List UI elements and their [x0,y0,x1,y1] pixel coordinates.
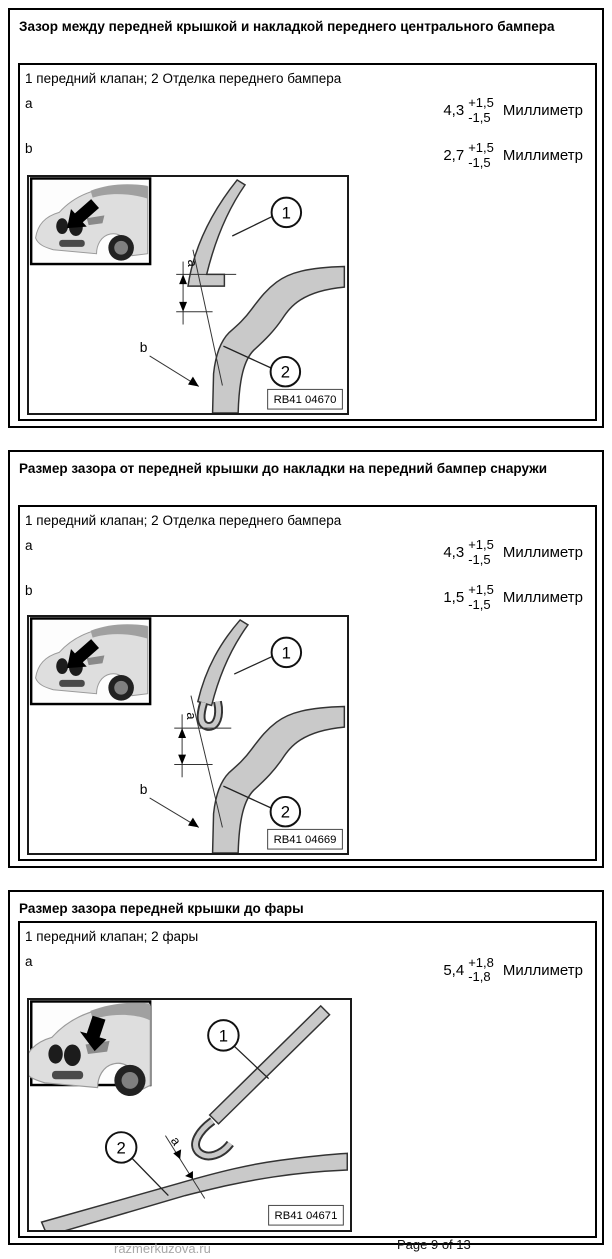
grille [56,658,68,674]
callout-1-number: 1 [281,203,291,223]
dim-arrowhead [178,728,186,738]
tolerance-plus: +1,8 [468,954,494,970]
dim-a-label: a [167,1133,185,1149]
dimension-value [443,96,583,125]
table-row [20,945,595,993]
dimension-value [443,956,583,985]
unit-label: Миллиметр [502,589,583,606]
car-location-inset [31,178,150,264]
tolerance-minus: -1,5 [468,596,491,612]
tolerance [468,141,494,170]
dim-b-label: b [139,340,148,356]
table-row [20,87,595,132]
spec-section-hood-to-headlight [8,890,604,1245]
tolerance-minus: -1,5 [468,551,491,567]
dim-a-label: a [185,259,201,267]
tolerance-minus: -1,8 [468,969,491,984]
grille [64,1044,81,1066]
legend-row: 1 передний клапан; 2 Отделка переднего бампера [25,513,342,528]
dim-arrowhead [188,377,199,387]
dimension-value [443,583,583,612]
section-title: Размер зазора от передней крышки до накладки на передний бампер снаружи [19,461,548,476]
callout-2-number: 2 [280,802,290,822]
gap-cross-section-drawing [29,1000,350,1230]
tolerance-plus: +1,5 [468,95,494,110]
callout-1-number: 1 [281,643,291,663]
unit-label: Миллиметр [502,961,583,979]
gap-cross-section-drawing [29,177,347,413]
car-location-inset [31,618,150,704]
figure-caption: RB41 04669 [273,834,337,847]
figure-caption: RB41 04671 [274,1210,338,1223]
hood-panel-shape [198,620,248,706]
tolerance-plus: +1,5 [468,140,494,155]
table-row [20,574,595,619]
dim-arrowhead [185,1171,193,1179]
legend-row: 1 передний клапан; 2 фары [25,929,199,944]
callout-2-number: 2 [280,362,290,382]
car-location-inset [29,1001,150,1096]
technical-diagram [27,175,349,415]
hood-panel-shape [188,180,245,286]
table-row [20,529,595,574]
dim-a-label: a [184,712,200,720]
dimension-label: b [25,583,33,598]
nominal-value: 1,5 [443,589,465,606]
nominal-value: 4,3 [443,544,465,561]
spec-table [18,921,597,1238]
spec-section-bumper-trim-outside [8,450,604,868]
unit-label: Миллиметр [502,102,583,119]
grille [48,1044,62,1063]
dimension-label: a [25,954,33,969]
tolerance-plus: +1,5 [468,537,494,552]
dimension-label: a [25,96,33,111]
dim-arrowhead [179,274,187,284]
callout-2-number: 2 [116,1138,126,1158]
callout-1-number: 1 [218,1026,229,1046]
figure-caption: RB41 04670 [273,394,337,407]
nominal-value: 5,4 [443,961,465,979]
dim-b-label: b [139,782,148,797]
tolerance [468,583,494,612]
tolerance-minus: -1,5 [468,154,491,170]
dimension-label: a [25,538,33,553]
legend-row: 1 передний клапан; 2 Отделка переднего бампера [25,71,342,86]
dimension-value [443,538,583,567]
gap-cross-section-drawing [29,617,347,853]
spec-table [18,505,597,861]
nominal-value: 2,7 [443,147,465,164]
tolerance [468,538,494,567]
dim-arrowhead [188,818,199,828]
unit-label: Миллиметр [502,544,583,561]
technical-diagram [27,615,349,855]
nominal-value: 4,3 [443,102,465,119]
grille [56,218,68,234]
section-title: Размер зазора передней крышки до фары [19,901,304,916]
technical-diagram [27,998,352,1232]
section-title: Зазор между передней крышкой и накладкой переднего центрального бампера [19,19,555,34]
tolerance [468,96,494,125]
page-indicator: Page 9 of 13 [397,1237,471,1252]
dimension-value [443,141,583,170]
unit-label: Миллиметр [502,147,583,164]
spec-section-front-center-bumper [8,8,604,428]
spec-table [18,63,597,421]
tolerance-minus: -1,5 [468,109,491,125]
table-row [20,132,595,177]
dim-arrowhead [179,302,187,312]
tolerance [468,956,494,985]
dim-arrowhead [178,755,186,765]
tolerance-plus: +1,5 [468,582,494,597]
dimension-label: b [25,141,33,156]
watermark: razmerkuzova.ru [114,1241,211,1256]
